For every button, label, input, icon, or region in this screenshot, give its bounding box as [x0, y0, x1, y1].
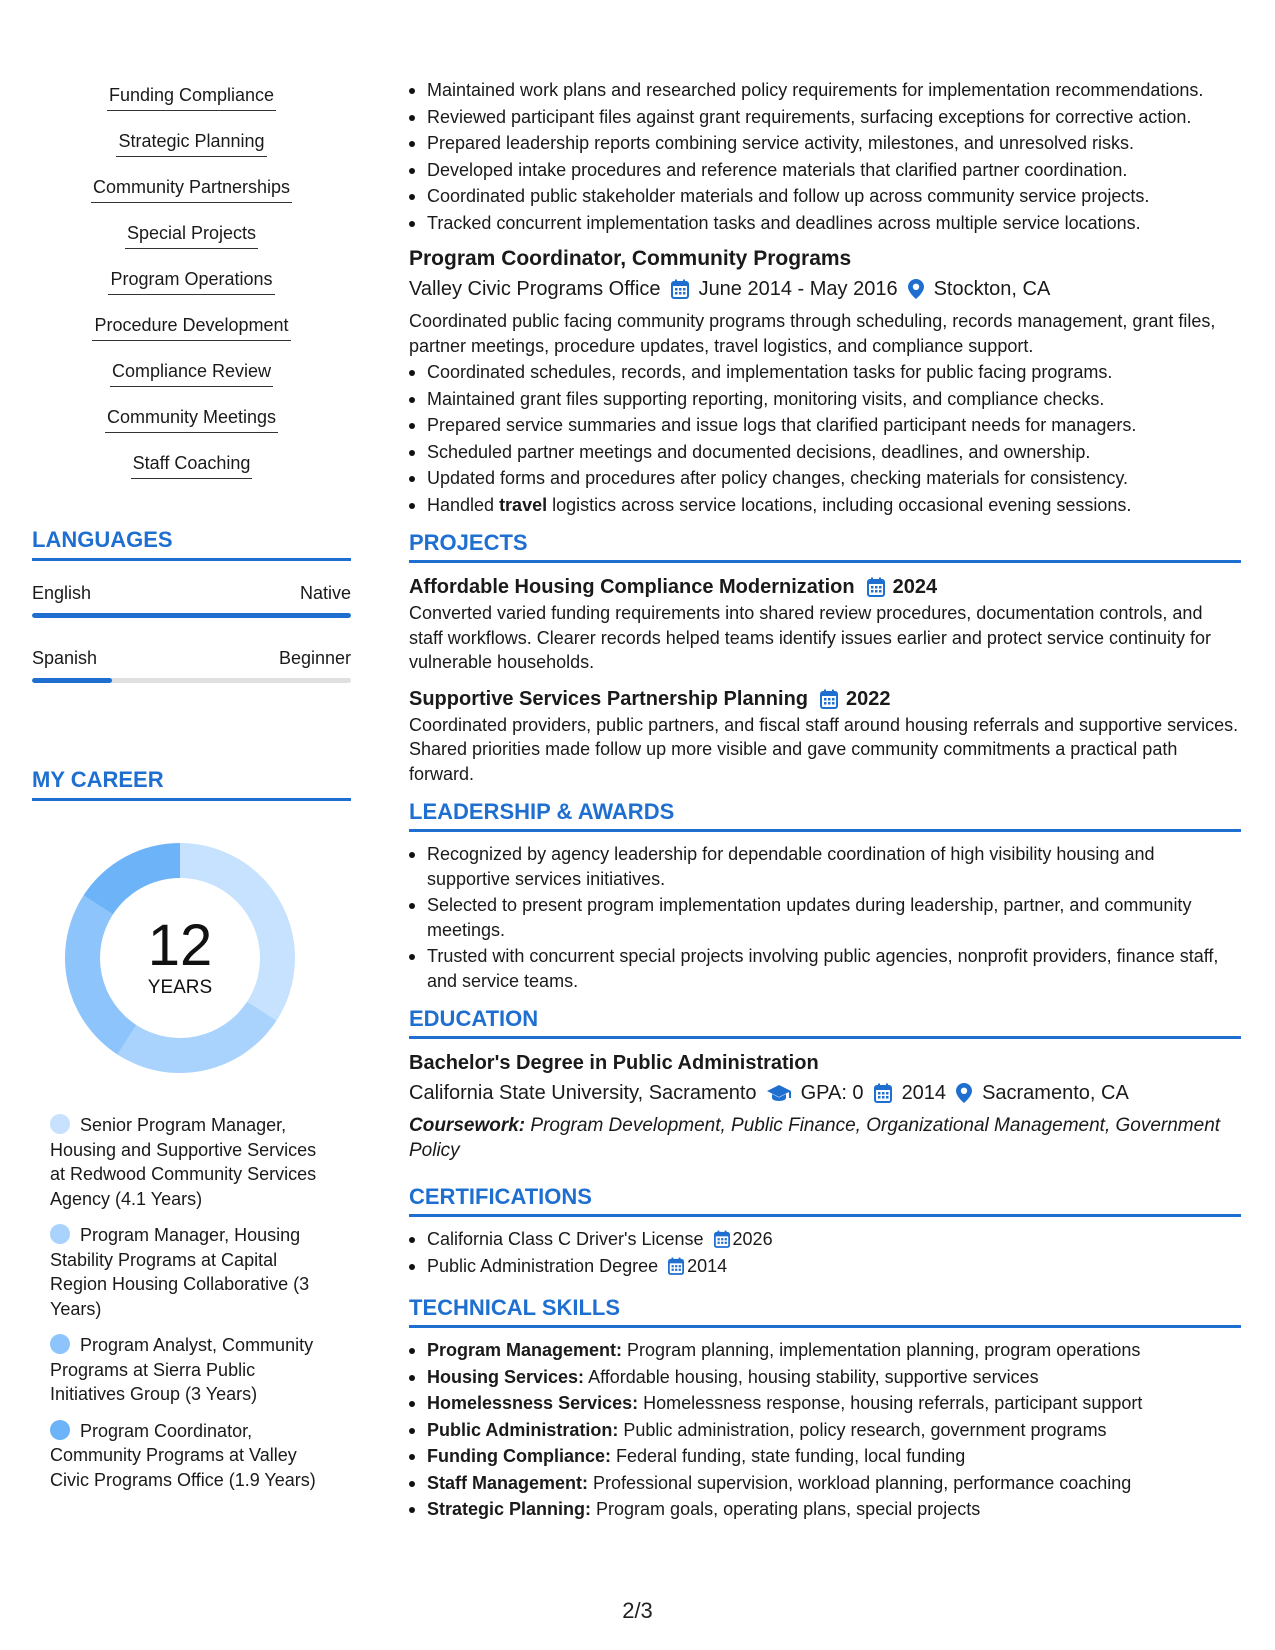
skill-tag: Compliance Review [110, 358, 273, 387]
career-legend-label: Senior Program Manager, Housing and Supportive Services at Redwood Community Services Agency (4.1 Years) [50, 1115, 317, 1209]
career-legend-item [50, 1333, 331, 1407]
legend-dot [50, 1224, 70, 1244]
career-legend-label: Program Coordinator, Community Programs at Valley Civic Programs Office (1.9 Years) [50, 1420, 316, 1490]
career-legend [32, 1113, 351, 1492]
bullet-text: Handled [427, 494, 500, 515]
languages-section [32, 526, 351, 683]
technical-skills-list [409, 1338, 1241, 1522]
bullet-text: logistics across service locations, including occasional evening sessions. [547, 494, 1132, 515]
career-legend-label: Program Manager, Housing Stability Programs at Capital Region Housing Collaborative (3 Years) [50, 1225, 310, 1319]
career-total-years: 12 [147, 913, 213, 978]
languages-title: LANGUAGES [32, 526, 351, 561]
language-proficiency-bar [32, 613, 351, 618]
technical-skill-item [409, 1338, 1241, 1363]
skill-category: Program Management: [427, 1340, 623, 1360]
project-name: Affordable Housing Compliance Modernization [409, 576, 855, 598]
technical-skills-title: TECHNICAL SKILLS [409, 1294, 1241, 1328]
project-item [409, 573, 1241, 675]
skill-values: Program planning, implementation planning, program operations [622, 1340, 1141, 1360]
bullet-item: Maintained work plans and researched policy requirements for implementation recommendations. [409, 78, 1241, 103]
coursework-label: Coursework: [409, 1115, 526, 1136]
job-entry [409, 245, 1241, 517]
main-content [409, 78, 1241, 1524]
skill-tag: Community Meetings [105, 404, 278, 433]
skill-tag: Strategic Planning [116, 128, 266, 157]
experience-continued-bullets [409, 78, 1241, 235]
technical-skill-item [409, 1365, 1241, 1390]
skill-category: Public Administration: [427, 1419, 619, 1440]
legend-dot [50, 1334, 70, 1354]
bullet-item: Maintained grant files supporting reporting, monitoring visits, and compliance checks. [409, 387, 1241, 412]
bullet-item: Recognized by agency leadership for dependable coordination of high visibility housing and supportive services initiatives. [409, 842, 1241, 891]
skill-category: Staff Management: [427, 1472, 589, 1493]
technical-skill-item [409, 1497, 1241, 1522]
technical-skill-item [409, 1471, 1241, 1496]
skill-values: Affordable housing, housing stability, supportive services [584, 1366, 1039, 1387]
skill-values: Professional supervision, workload planning, performance coaching [588, 1472, 1132, 1493]
career-total-label: YEARS [147, 977, 213, 998]
bullet-item [409, 493, 1241, 518]
career-legend-item [50, 1113, 331, 1211]
bullet-item: Developed intake procedures and reference materials that clarified partner coordination. [409, 158, 1241, 183]
technical-skill-item [409, 1444, 1241, 1469]
donut-center [65, 843, 295, 1073]
skill-tag: Community Partnerships [91, 174, 292, 203]
skill-values: Public administration, policy research, government programs [618, 1419, 1107, 1440]
education-meta [409, 1079, 1241, 1107]
career-legend-item [50, 1223, 331, 1321]
job-summary: Coordinated public facing community programs through scheduling, records management, grant files, partner meetings, procedure updates, travel logistics, and compliance support. [409, 311, 1216, 356]
school-name: California State University, Sacramento [409, 1082, 757, 1104]
certification-item [409, 1254, 1241, 1279]
language-item [32, 646, 351, 683]
bullet-item: Reviewed participant files against grant requirements, surfacing exceptions for corrective action. [409, 105, 1241, 130]
bullet-item: Prepared leadership reports combining service activity, milestones, and unresolved risks. [409, 131, 1241, 156]
bullet-item: Scheduled partner meetings and documented decisions, deadlines, and ownership. [409, 440, 1241, 465]
skill-tag: Staff Coaching [131, 450, 253, 479]
language-name: English [32, 583, 92, 603]
project-description: Coordinated providers, public partners, and fiscal staff around housing referrals and supportive services. Shared priorities made follow up more visible and gave community commitments a practical path forward. [409, 714, 1239, 784]
technical-skill-item [409, 1391, 1241, 1416]
bullet-item: Coordinated public stakeholder materials and follow up across community service projects. [409, 184, 1241, 209]
career-title: MY CAREER [32, 766, 351, 801]
sidebar [32, 82, 351, 496]
project-year: 2022 [846, 687, 891, 710]
language-proficiency-fill [32, 678, 112, 683]
coursework [409, 1113, 1241, 1163]
skill-category: Homelessness Services: [427, 1393, 639, 1413]
job-meta [409, 275, 1241, 303]
language-proficiency-fill [32, 613, 351, 618]
bullet-item: Trusted with concurrent special projects involving public agencies, nonprofit providers, finance staff, and service teams. [409, 944, 1241, 993]
career-legend-item [50, 1419, 331, 1493]
leadership-title: LEADERSHIP & AWARDS [409, 798, 1241, 832]
bullet-bold-keyword: travel [499, 494, 548, 515]
certification-name: California Class C Driver's License [427, 1229, 704, 1249]
calendar-icon [867, 577, 885, 597]
job-dates: June 2014 - May 2016 [698, 278, 898, 300]
skill-values: Program goals, operating plans, special projects [591, 1499, 981, 1519]
leadership-bullets [409, 842, 1241, 993]
calendar-icon [714, 1230, 730, 1248]
skill-tag: Procedure Development [92, 312, 290, 341]
project-year: 2024 [892, 576, 938, 598]
coursework-list: Program Development, Public Finance, Organizational Management, Government Policy [409, 1115, 1221, 1161]
calendar-icon [671, 279, 689, 299]
skill-category: Housing Services: [427, 1366, 585, 1387]
certification-year: 2026 [732, 1229, 773, 1249]
calendar-icon [820, 689, 838, 709]
skill-tags [32, 82, 351, 496]
graduation-cap-icon [767, 1084, 791, 1102]
graduation-year: 2014 [901, 1082, 947, 1104]
skill-tag: Program Operations [108, 266, 274, 295]
bullet-item: Prepared service summaries and issue logs that clarified participant needs for managers. [409, 413, 1241, 438]
calendar-icon [874, 1083, 892, 1103]
certifications-title: CERTIFICATIONS [409, 1183, 1241, 1217]
career-legend-label: Program Analyst, Community Programs at Sierra Public Initiatives Group (3 Years) [50, 1335, 314, 1404]
bullet-item: Tracked concurrent implementation tasks and deadlines across multiple service locations. [409, 211, 1241, 236]
skill-category: Strategic Planning: [427, 1499, 592, 1519]
skill-values: Homelessness response, housing referrals, participant support [638, 1393, 1143, 1413]
projects-title: PROJECTS [409, 529, 1241, 563]
certification-year: 2014 [687, 1255, 728, 1276]
job-title: Program Coordinator, Community Programs [409, 247, 852, 270]
skill-tag: Funding Compliance [107, 82, 276, 111]
degree-title: Bachelor's Degree in Public Administration [409, 1052, 819, 1074]
language-proficiency-bar [32, 678, 351, 683]
legend-dot [50, 1114, 70, 1134]
skill-tag: Special Projects [125, 220, 258, 249]
legend-dot [50, 1420, 70, 1440]
location-pin-icon [908, 279, 924, 299]
language-level: Beginner [278, 648, 351, 668]
bullet-item: Updated forms and procedures after policy changes, checking materials for consistency. [409, 466, 1241, 491]
project-name: Supportive Services Partnership Planning [409, 687, 809, 710]
skill-values: Federal funding, state funding, local funding [611, 1446, 966, 1466]
project-item [409, 685, 1241, 787]
project-description: Converted varied funding requirements into shared review procedures, documentation controls, and staff workflows. Clearer records helped teams identify issues earlier and protect service continuity for vulnerable households. [409, 603, 1212, 672]
language-level: Native [299, 583, 351, 603]
education-entry [409, 1049, 1241, 1163]
gpa: GPA: 0 [800, 1082, 864, 1104]
skill-category: Funding Compliance: [427, 1446, 611, 1466]
technical-skill-item [409, 1418, 1241, 1443]
certification-name: Public Administration Degree [427, 1255, 659, 1276]
job-bullets [409, 360, 1241, 517]
school-location: Sacramento, CA [982, 1082, 1129, 1104]
language-item [32, 581, 351, 618]
career-section [32, 766, 351, 1504]
job-location: Stockton, CA [933, 278, 1051, 300]
calendar-icon [668, 1257, 684, 1275]
certification-item [409, 1227, 1241, 1252]
bullet-item: Selected to present program implementation updates during leadership, partner, and community meetings. [409, 893, 1241, 942]
language-name: Spanish [32, 648, 98, 668]
page-number: 2/3 [622, 1598, 653, 1623]
bullet-item: Coordinated schedules, records, and implementation tasks for public facing programs. [409, 360, 1241, 385]
education-title: EDUCATION [409, 1005, 1241, 1039]
job-company: Valley Civic Programs Office [409, 278, 661, 300]
career-donut-chart [65, 843, 295, 1073]
location-pin-icon [956, 1083, 972, 1103]
certifications-list [409, 1227, 1241, 1278]
